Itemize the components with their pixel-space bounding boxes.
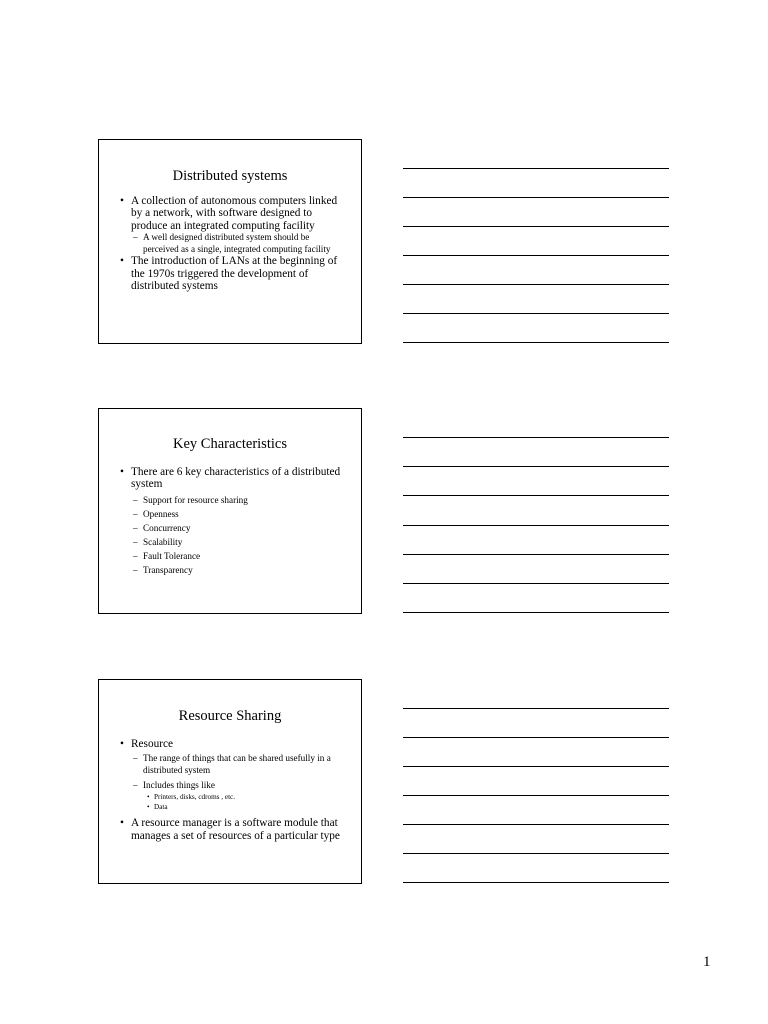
slide-resource-sharing <box>98 679 362 884</box>
note-line <box>403 495 669 496</box>
note-line <box>403 342 669 343</box>
note-line <box>403 708 669 709</box>
note-line <box>403 882 669 883</box>
sub-bullet-item: – Transparency <box>99 563 361 577</box>
note-line <box>403 197 669 198</box>
sub-bullet-item: – Fault Tolerance <box>99 549 361 563</box>
sub-bullet-item: – Concurrency <box>99 521 361 535</box>
sub-bullet-item: – Support for resource sharing <box>99 493 361 507</box>
note-line <box>403 168 669 169</box>
note-line <box>403 313 669 314</box>
slide-title: Resource Sharing <box>178 708 282 724</box>
slide-title: Distributed systems <box>172 168 288 184</box>
note-line <box>403 824 669 825</box>
note-line <box>403 766 669 767</box>
sub-bullet-item: – A well designed distributed system should be perceived as a single, integrated computing facility <box>99 232 361 255</box>
bullet-list <box>99 466 361 577</box>
note-line <box>403 583 669 584</box>
sub-sub-bullet-item: • Data <box>99 803 361 813</box>
sub-bullet-item: – Openness <box>99 507 361 521</box>
note-line <box>403 226 669 227</box>
note-line <box>403 737 669 738</box>
note-line <box>403 255 669 256</box>
page-number: 1 <box>703 954 711 970</box>
sub-sub-bullet-item: • Printers, disks, cdroms , etc. <box>99 793 361 803</box>
note-line <box>403 437 669 438</box>
slide-distributed-systems <box>98 139 362 344</box>
note-line <box>403 284 669 285</box>
note-line <box>403 466 669 467</box>
slide-key-characteristics <box>98 408 362 614</box>
bullet-item: • Resource <box>99 738 361 750</box>
sub-bullet-item: – Includes things like <box>99 780 361 792</box>
note-line <box>403 795 669 796</box>
sub-bullet-item: – The range of things that can be shared usefully in a distributed system <box>99 753 361 776</box>
bullet-list <box>99 195 361 292</box>
slide-title: Key Characteristics <box>173 436 287 452</box>
bullet-item: • A collection of autonomous computers linked by a network, with software designed to produce an integrated computing facility <box>99 195 361 232</box>
bullet-item: • A resource manager is a software module that manages a set of resources of a particular type <box>99 817 361 842</box>
note-line <box>403 612 669 613</box>
bullet-item: • There are 6 key characteristics of a distributed system <box>99 466 361 491</box>
sub-bullet-item: – Scalability <box>99 535 361 549</box>
note-line <box>403 853 669 854</box>
note-line <box>403 554 669 555</box>
note-line <box>403 525 669 526</box>
bullet-item: • The introduction of LANs at the beginning of the 1970s triggered the development of distributed systems <box>99 255 361 292</box>
bullet-list <box>99 738 361 842</box>
